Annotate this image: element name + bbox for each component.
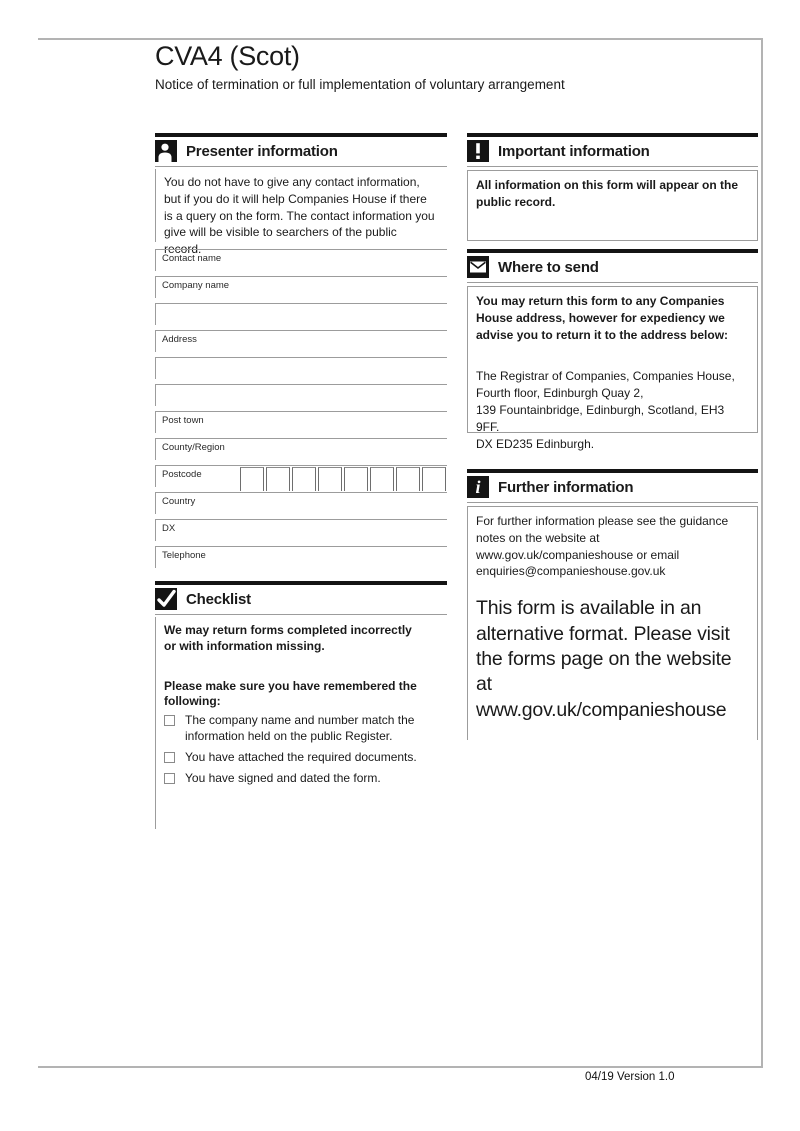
form-code: CVA4 (Scot) [155, 41, 300, 71]
checklist-item [164, 750, 441, 766]
checklist-item [164, 713, 441, 745]
version-footer: 04/19 Version 1.0 [585, 1071, 675, 1083]
address-line: The Registrar of Companies, Companies House, [476, 369, 735, 384]
field-label: Postcode [162, 469, 202, 480]
section-further-information [467, 469, 758, 740]
field-continuation[interactable] [155, 357, 447, 384]
field-label: Telephone [162, 550, 206, 561]
alternative-format-text: This form is available in an alternative format. Please visit the forms page on the website at www.gov.uk/companieshouse [476, 597, 732, 721]
where-to-send-body [467, 286, 758, 451]
address-line: 139 Fountainbridge, Edinburgh, Scotland, EH3 9FF. [476, 402, 725, 434]
field-telephone[interactable] [155, 546, 447, 573]
checklist-body [155, 617, 447, 829]
further-section-header [467, 473, 758, 503]
field-post-town[interactable] [155, 411, 447, 438]
where-to-send-intro: You may return this form to any Companies House address, however for expediency we advise you to return it to the address below: [476, 294, 729, 342]
person-icon [155, 140, 177, 162]
left-column [155, 133, 447, 829]
field-label: DX [162, 523, 176, 534]
section-presenter-information [155, 133, 447, 573]
presenter-fields [155, 249, 447, 573]
further-body [467, 506, 758, 740]
presenter-intro-text: You do not have to give any contact information, but if you do it will help Companies House if there is a query on the form. The contact information you give will be visible to searchers of the public record. [155, 169, 447, 242]
postcode-cell[interactable] [370, 467, 394, 491]
svg-text:i: i [475, 477, 481, 497]
field-continuation[interactable] [155, 303, 447, 330]
field-continuation[interactable] [155, 384, 447, 411]
checklist-item-text: The company name and number match the information held on the public Register. [185, 713, 415, 744]
postcode-cell[interactable] [292, 467, 316, 491]
presenter-section-title: Presenter information [186, 142, 338, 160]
right-column [467, 133, 758, 740]
important-section-header [467, 137, 758, 167]
important-section-title: Important information [498, 142, 650, 160]
field-label: County/Region [162, 442, 225, 453]
postcode-cell[interactable] [240, 467, 264, 491]
checklist-item [164, 771, 441, 787]
field-label: Country [162, 496, 196, 507]
checklist-section-header [155, 585, 447, 615]
field-label: Contact name [162, 253, 222, 264]
postcode-cell[interactable] [396, 467, 420, 491]
checkbox[interactable] [164, 715, 175, 726]
checklist-items [164, 713, 441, 786]
checklist-warning: We may return forms completed incorrectly or with information missing. [164, 623, 412, 653]
checklist-instruction: Please make sure you have remembered the following: [164, 678, 417, 709]
form-subtitle: Notice of termination or full implementation of voluntary arrangement [155, 76, 565, 92]
checklist-section-title: Checklist [186, 590, 251, 608]
field-label: Address [162, 334, 197, 345]
field-postcode[interactable] [155, 465, 447, 492]
field-company-name[interactable] [155, 276, 447, 303]
section-checklist [155, 581, 447, 829]
field-country[interactable] [155, 492, 447, 519]
presenter-section-header [155, 137, 447, 167]
field-label: Company name [162, 280, 230, 291]
where-to-send-section-title: Where to send [498, 258, 599, 276]
return-address [476, 368, 749, 452]
field-label: Post town [162, 415, 204, 426]
where-to-send-section-header [467, 253, 758, 283]
section-where-to-send [467, 249, 758, 451]
checkbox[interactable] [164, 773, 175, 784]
important-body: All information on this form will appear on the public record. [467, 170, 758, 241]
further-guidance-text: For further information please see the guidance notes on the website at www.gov.uk/companieshouse or email enquiries@companieshouse.gov.uk [476, 514, 729, 579]
checkbox[interactable] [164, 752, 175, 763]
postcode-cell[interactable] [344, 467, 368, 491]
address-line: Fourth floor, Edinburgh Quay 2, [476, 386, 644, 401]
section-important-information [467, 133, 758, 241]
envelope-icon [467, 256, 489, 278]
postcode-cell[interactable] [422, 467, 446, 491]
info-icon [467, 476, 489, 498]
form-title-block [155, 42, 715, 92]
postcode-cell[interactable] [318, 467, 342, 491]
postcode-cell[interactable] [266, 467, 290, 491]
exclamation-icon [467, 140, 489, 162]
field-dx[interactable] [155, 519, 447, 546]
postcode-cells [240, 467, 446, 491]
field-county-region[interactable] [155, 438, 447, 465]
checkmark-icon [155, 588, 177, 610]
address-line: DX ED235 Edinburgh. [476, 436, 595, 451]
field-address[interactable] [155, 330, 447, 357]
checklist-item-text: You have attached the required documents. [185, 749, 417, 764]
further-section-title: Further information [498, 478, 634, 496]
checklist-item-text: You have signed and dated the form. [185, 770, 381, 785]
field-contact-name[interactable] [155, 249, 447, 276]
